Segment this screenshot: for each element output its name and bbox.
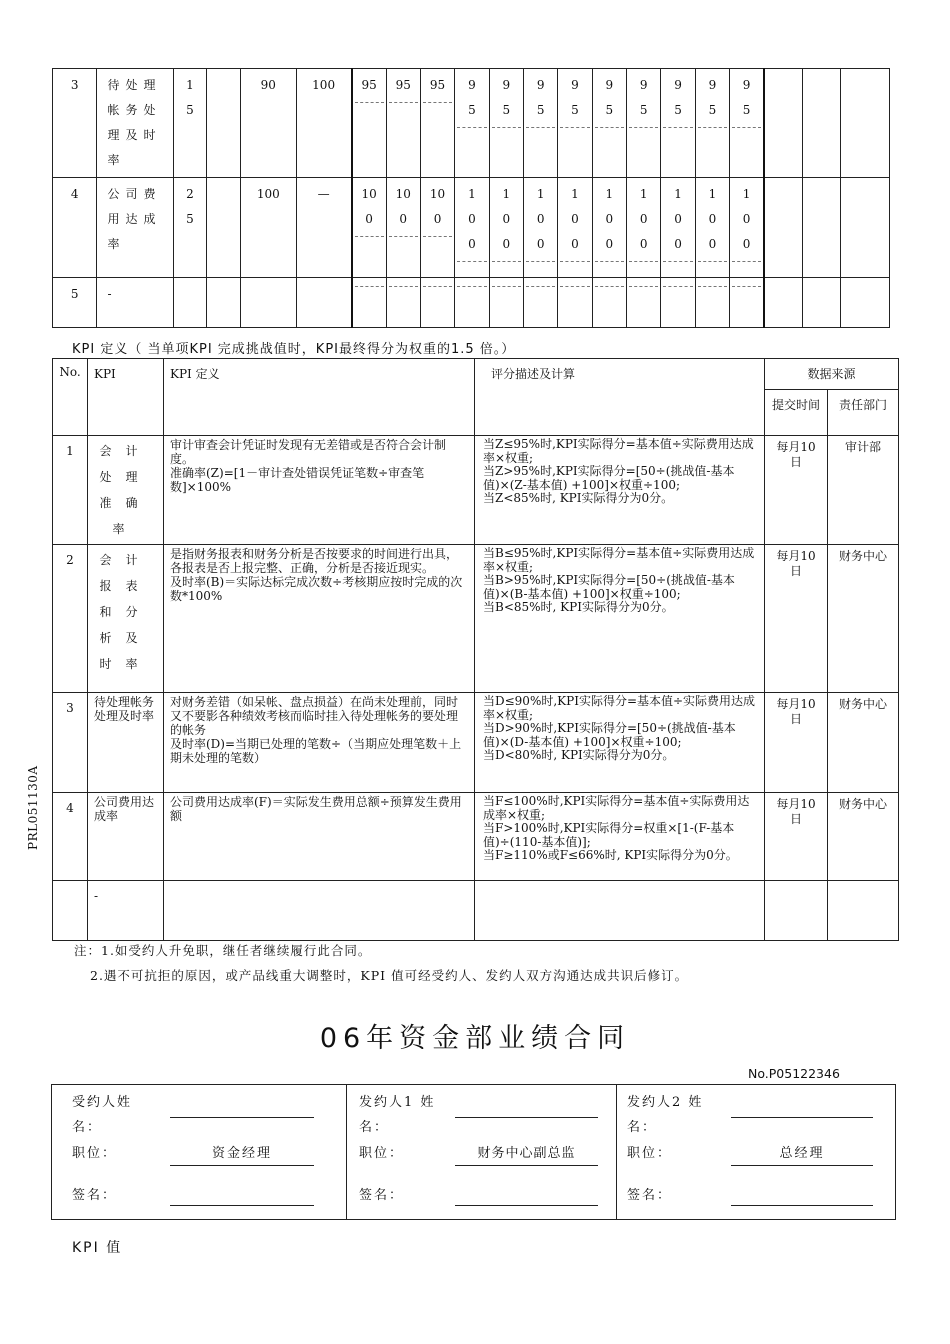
def-row-responsible-dept: 财务中心 xyxy=(828,545,899,693)
row-no xyxy=(53,278,97,328)
month-value-9-text: 100 xyxy=(639,187,648,251)
table-row xyxy=(53,545,899,693)
kpi-value-heading: KPI 值 xyxy=(72,1240,123,1256)
month-value-4-text: 95 xyxy=(468,78,476,117)
row-base xyxy=(240,278,296,328)
row-kpi-text: 公司费用达成率 xyxy=(107,187,162,251)
def-row-submit-time: 每月10日 xyxy=(765,793,828,881)
month-value-4 xyxy=(455,178,489,278)
party1-position-line xyxy=(170,1165,314,1166)
month-value-7 xyxy=(558,69,592,178)
row-blank xyxy=(206,278,240,328)
def-row-calculation: 当Z≤95%时,KPI实际得分=基本值÷实际费用达成率×权重; 当Z>95%时,KPI实际得分=[50÷(挑战值-基本值)×(Z-基本值) +100]×权重÷100; 当Z<85%时, KPI实际得分为0分。 xyxy=(475,436,765,545)
def-row-kpi: 公司费用达成率 xyxy=(88,793,164,881)
row-no-text: 3 xyxy=(70,78,79,92)
month-value-6 xyxy=(523,178,557,278)
month-value-11-text: 95 xyxy=(708,78,717,117)
table-row xyxy=(53,793,899,881)
row-blank xyxy=(206,69,240,178)
party2-sign-label: 签名： xyxy=(359,1188,405,1203)
def-row-kpi: 会计处理准确率 xyxy=(88,436,164,545)
month-value-8-text: 95 xyxy=(605,78,614,117)
table-row xyxy=(53,178,890,278)
row-base xyxy=(240,69,296,178)
month-value-7-text: 100 xyxy=(571,187,579,251)
row-no-text: 4 xyxy=(70,187,79,201)
month-value-4 xyxy=(455,278,489,328)
party1-name-line[interactable] xyxy=(170,1117,314,1118)
def-row-calculation: 当D≤90%时,KPI实际得分=基本值÷实际费用达成率×权重; 当D>90%时,KPI实际得分=[50÷(挑战值-基本值)×(D-基本值) +100]×权重÷100; 当D<80%时, KPI实际得分为0分。 xyxy=(475,693,765,793)
party2-sign-line[interactable] xyxy=(455,1205,598,1206)
month-value-8 xyxy=(592,178,626,278)
row-weight-text: 25 xyxy=(186,187,194,226)
table-row xyxy=(53,693,899,793)
row-challenge xyxy=(296,69,352,178)
party2-position-line xyxy=(455,1165,598,1166)
header-definition: KPI 定义 xyxy=(164,359,475,436)
party3-position-value: 总经理 xyxy=(779,1146,825,1161)
note-1: 注：1.如受约人升免职，继任者继续履行此合同。 xyxy=(74,943,372,958)
kpi-value-table xyxy=(52,68,890,328)
month-value-8 xyxy=(592,69,626,178)
def-row-no xyxy=(53,881,88,941)
month-value-10 xyxy=(661,69,695,178)
def-row-calculation: 当B≤95%时,KPI实际得分=基本值÷实际费用达成率×权重; 当B>95%时,KPI实际得分=[50÷(挑战值-基本值)×(B-基本值) +100]×权重÷100; 当B<85%时, KPI实际得分为0分。 xyxy=(475,545,765,693)
def-row-kpi: 会计报表和分析及时率 xyxy=(88,545,164,693)
def-row-kpi: - xyxy=(88,881,164,941)
row-extra-1 xyxy=(764,178,802,278)
month-value-9-text: 95 xyxy=(639,78,648,117)
row-challenge-text: — xyxy=(317,187,330,201)
def-row-responsible-dept: 财务中心 xyxy=(828,793,899,881)
party1-name-label: 受约人姓 xyxy=(72,1095,133,1110)
row-weight xyxy=(174,178,206,278)
kpi-definition-table xyxy=(52,358,899,941)
party2-name-line[interactable] xyxy=(455,1117,598,1118)
def-row-kpi: 待处理帐务处理及时率 xyxy=(88,693,164,793)
month-value-9 xyxy=(627,178,661,278)
def-row-no: 1 xyxy=(53,436,88,545)
month-value-9 xyxy=(627,69,661,178)
month-value-4-text: 100 xyxy=(468,187,476,251)
table-row xyxy=(53,69,890,178)
month-value-1-text: 100 xyxy=(361,187,377,226)
month-value-2-text: 100 xyxy=(395,187,411,226)
month-value-5 xyxy=(489,278,523,328)
table-row xyxy=(53,436,899,545)
month-value-10 xyxy=(661,178,695,278)
header-data-source: 数据来源 xyxy=(765,359,899,390)
month-value-7 xyxy=(558,278,592,328)
month-value-1 xyxy=(352,178,386,278)
row-extra-3 xyxy=(841,278,890,328)
month-value-10-text: 100 xyxy=(674,187,682,251)
row-extra-3 xyxy=(841,178,890,278)
party3-position-line xyxy=(731,1165,873,1166)
party1-position-value: 资金经理 xyxy=(211,1146,272,1161)
month-value-5 xyxy=(489,178,523,278)
party3-name-line[interactable] xyxy=(731,1117,873,1118)
def-row-responsible-dept: 财务中心 xyxy=(828,693,899,793)
party2-name-label: 发约人1 姓 xyxy=(359,1095,436,1110)
party3-name-label-2: 名： xyxy=(627,1120,658,1135)
def-row-no: 3 xyxy=(53,693,88,793)
header-submit-time: 提交时间 xyxy=(765,390,828,436)
row-kpi-text: - xyxy=(107,287,118,301)
month-value-6 xyxy=(523,69,557,178)
row-challenge-text: 100 xyxy=(312,78,336,92)
month-value-10 xyxy=(661,278,695,328)
month-value-12-text: 100 xyxy=(742,187,751,251)
party1-sign-line[interactable] xyxy=(170,1205,314,1206)
month-value-1-text: 95 xyxy=(361,78,377,92)
month-value-3 xyxy=(420,278,454,328)
party1-position-label: 职位： xyxy=(72,1146,118,1161)
header-kpi: KPI xyxy=(88,359,164,436)
party3-position-label: 职位： xyxy=(627,1146,673,1161)
month-value-11 xyxy=(695,278,729,328)
month-value-1 xyxy=(352,69,386,178)
month-value-5-text: 95 xyxy=(502,78,511,117)
def-row-definition: 是指财务报表和财务分析是否按要求的时间进行出具，各报表是否上报完整、正确，分析是否接近现实。 及时率(B)＝实际达标完成次数÷考核期应按时完成的次数*100% xyxy=(164,545,475,693)
month-value-7-text: 95 xyxy=(571,78,579,117)
month-value-1 xyxy=(352,278,386,328)
def-row-submit-time xyxy=(765,881,828,941)
month-value-2 xyxy=(386,178,420,278)
row-weight-text: 15 xyxy=(186,78,194,117)
note-2: 2.遇不可抗拒的原因，或产品线重大调整时，KPI 值可经受约人、发约人双方沟通达成共识后修订。 xyxy=(90,968,689,983)
document-code: PRL051130A xyxy=(26,765,40,850)
party3-sign-line[interactable] xyxy=(731,1205,873,1206)
def-row-no: 4 xyxy=(53,793,88,881)
signature-panel xyxy=(51,1084,896,1220)
month-value-9 xyxy=(627,278,661,328)
row-challenge xyxy=(296,178,352,278)
month-value-7 xyxy=(558,178,592,278)
month-value-5-text: 100 xyxy=(502,187,511,251)
kpi-definition-title: KPI 定义（ 当单项KPI 完成挑战值时，KPI最终得分为权重的1.5 倍。） xyxy=(72,342,516,357)
table-row xyxy=(53,278,890,328)
party3-name-label: 发约人2 姓 xyxy=(627,1095,704,1110)
month-value-11 xyxy=(695,178,729,278)
month-value-6 xyxy=(523,278,557,328)
row-extra-3 xyxy=(841,69,890,178)
party2-position-label: 职位： xyxy=(359,1146,405,1161)
row-extra-2 xyxy=(802,178,840,278)
row-challenge xyxy=(296,278,352,328)
month-value-4 xyxy=(455,69,489,178)
def-row-submit-time: 每月10日 xyxy=(765,545,828,693)
contract-title: 06年资金部业绩合同 xyxy=(319,1023,631,1054)
month-value-12 xyxy=(730,178,764,278)
row-kpi-text: 待处理帐务处理及时率 xyxy=(107,78,162,167)
def-row-definition: 对财务差错（如呆帐、盘点损益）在尚未处理前，同时又不要影各种绩效考核而临时挂入待处理帐务的要处理的帐务 及时率(D)=当期已处理的笔数÷（当期应处理笔数＋上期未处理的笔数） xyxy=(164,693,475,793)
party1-name-label-2: 名： xyxy=(72,1120,103,1135)
row-base xyxy=(240,178,296,278)
month-value-2 xyxy=(386,69,420,178)
row-kpi xyxy=(97,178,174,278)
month-value-8 xyxy=(592,278,626,328)
month-value-10-text: 95 xyxy=(674,78,682,117)
month-value-12-text: 95 xyxy=(742,78,751,117)
header-calculation: 评分描述及计算 xyxy=(475,359,765,436)
month-value-8-text: 100 xyxy=(605,187,614,251)
header-responsible-dept: 责任部门 xyxy=(828,390,899,436)
month-value-12 xyxy=(730,278,764,328)
row-weight xyxy=(174,69,206,178)
def-row-definition: 审计审查会计凭证时发现有无差错或是否符合会计制度。 准确率(Z)=[1－审计查处错误凭证笔数÷审查笔数]×100% xyxy=(164,436,475,545)
row-extra-2 xyxy=(802,69,840,178)
month-value-2 xyxy=(386,278,420,328)
def-row-calculation xyxy=(475,881,765,941)
def-row-no: 2 xyxy=(53,545,88,693)
row-extra-1 xyxy=(764,278,802,328)
party2-position-value: 财务中心副总监 xyxy=(477,1146,576,1161)
def-row-submit-time: 每月10日 xyxy=(765,693,828,793)
month-value-3 xyxy=(420,69,454,178)
def-row-submit-time: 每月10日 xyxy=(765,436,828,545)
row-kpi xyxy=(97,69,174,178)
row-extra-1 xyxy=(764,69,802,178)
row-kpi xyxy=(97,278,174,328)
def-row-responsible-dept xyxy=(828,881,899,941)
def-row-definition xyxy=(164,881,475,941)
month-value-11 xyxy=(695,69,729,178)
party3-sign-label: 签名： xyxy=(627,1188,673,1203)
def-row-calculation: 当F≤100%时,KPI实际得分=基本值÷实际费用达成率×权重; 当F>100%时,KPI实际得分=权重×[1-(F-基本值)÷(110-基本值)]; 当F≥110%或F≤66%时, KPI实际得分为0分。 xyxy=(475,793,765,881)
month-value-2-text: 95 xyxy=(395,78,411,92)
month-value-5 xyxy=(489,69,523,178)
month-value-12 xyxy=(730,69,764,178)
month-value-6-text: 95 xyxy=(536,78,545,117)
month-value-3 xyxy=(420,178,454,278)
month-value-6-text: 100 xyxy=(536,187,545,251)
contract-number: No.P05122346 xyxy=(748,1066,840,1081)
row-weight xyxy=(174,278,206,328)
row-no xyxy=(53,178,97,278)
month-value-11-text: 100 xyxy=(708,187,717,251)
party1-sign-label: 签名： xyxy=(72,1188,118,1203)
month-value-3-text: 95 xyxy=(429,78,446,92)
row-no xyxy=(53,69,97,178)
row-no-text: 5 xyxy=(70,287,79,301)
table-row xyxy=(53,881,899,941)
def-row-definition: 公司费用达成率(F)＝实际发生费用总额÷预算发生费用额 xyxy=(164,793,475,881)
row-blank xyxy=(206,178,240,278)
party2-name-label-2: 名： xyxy=(359,1120,390,1135)
row-base-text: 90 xyxy=(260,78,276,92)
def-row-responsible-dept: 审计部 xyxy=(828,436,899,545)
month-value-3-text: 100 xyxy=(429,187,446,226)
row-base-text: 100 xyxy=(256,187,280,201)
row-extra-2 xyxy=(802,278,840,328)
header-no: No. xyxy=(53,359,88,436)
